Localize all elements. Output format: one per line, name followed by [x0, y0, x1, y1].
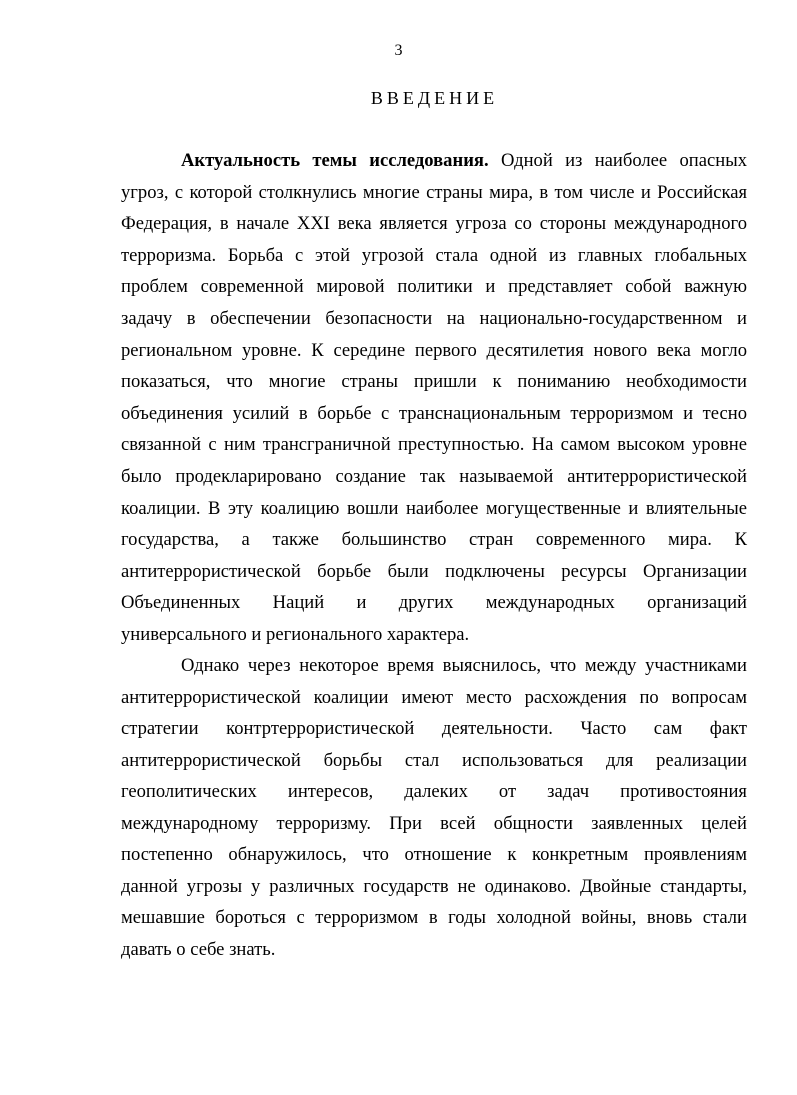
paragraph-line: мешавшие бороться с терроризмом в годы холодной войны, вновь стали — [121, 907, 747, 928]
paragraph-line: международному терроризму. При всей общности заявленных целей — [121, 812, 747, 834]
paragraph-line: государства, а также большинство стран современного мира. К — [121, 529, 747, 551]
paragraph-line: антитеррористической борьбы стал использоваться для реализации — [121, 749, 747, 771]
paragraph-line: терроризма. Борьба с этой угрозой стала одной из главных глобальных — [121, 244, 747, 266]
paragraph-line: задачу в обеспечении безопасности на национально-государственном и — [121, 308, 747, 329]
paragraph-line: объединения усилий в борьбе с транснациональным терроризмом и тесно — [121, 402, 747, 424]
paragraph-line: антитеррористической коалиции имеют место расхождения по вопросам — [121, 686, 747, 708]
paragraph-line: связанной с ним трансграничной преступностью. На самом высоком уровне — [121, 434, 747, 456]
paragraph-line: данной угрозы у различных государств не одинаково. Двойные стандарты, — [121, 875, 747, 897]
paragraph-line: универсального и регионального характера. — [121, 624, 470, 645]
paragraph-line: региональном уровне. К середине первого десятилетия нового века могло — [121, 339, 747, 361]
page-title: ВВЕДЕНИЕ — [370, 88, 499, 108]
paragraph-line: было продекларировано создание так называемой антитеррористической — [121, 466, 747, 487]
paragraph-line: проблем современной мировой политики и представляет собой важную — [121, 276, 747, 298]
paragraph-line: коалиции. В эту коалицию вошли наиболее могущественные и влиятельные — [121, 497, 747, 519]
paragraph-line: показаться, что многие страны пришли к пониманию необходимости — [121, 371, 747, 393]
paragraph-line: постепенно обнаружилось, что отношение к конкретным проявлениям — [121, 844, 747, 865]
paragraph-1-text: Одной из наиболее опасных — [488, 150, 747, 171]
paragraph-line: антитеррористической борьбе были подключены ресурсы Организации — [121, 560, 747, 582]
paragraph-1-line-1 — [181, 146, 747, 176]
paragraph-line: Однако через некоторое время выяснилось, что между участниками — [181, 655, 747, 676]
section-lead: Актуальность темы исследования. — [181, 150, 489, 171]
paragraph-line: Объединенных Наций и других международных организаций — [121, 592, 747, 614]
paragraph-line: стратегии контртеррористической деятельности. Часто сам факт — [121, 718, 747, 739]
paragraph-line: Федерация, в начале XXI века является угроза со стороны международного — [121, 213, 747, 235]
paragraph-line: давать о себе знать. — [121, 938, 276, 960]
paragraph-line: угроз, с которой столкнулись многие страны мира, в том числе и Российская — [121, 181, 747, 203]
paragraph-line: геополитических интересов, далеких от задач противостояния — [121, 781, 747, 802]
page-number: 3 — [394, 42, 403, 59]
